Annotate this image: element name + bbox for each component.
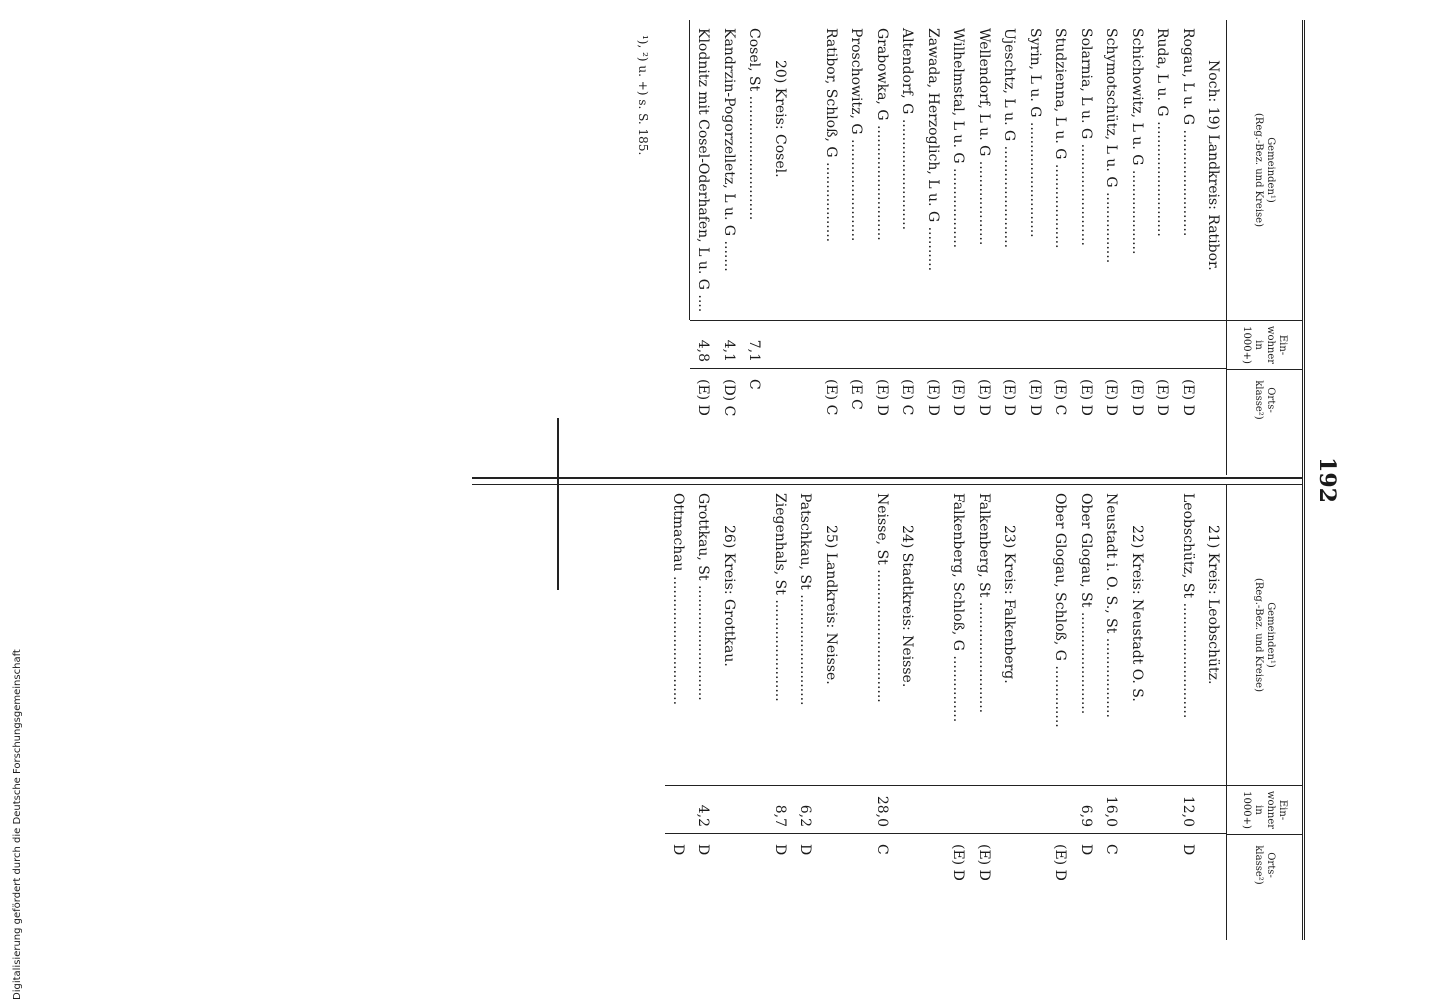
- right-rows: [665, 485, 1226, 940]
- rotated-page: [50, 20, 1340, 940]
- ortsklasse-value: (E) D: [946, 833, 972, 893]
- einwohner-value: 4,1: [716, 320, 742, 368]
- einwohner-value: [1124, 320, 1150, 368]
- table-row: [818, 485, 844, 940]
- table-row: [895, 20, 921, 475]
- table-row: [869, 485, 895, 940]
- gemeinden-table: [669, 20, 1305, 940]
- gemeinde-name: Schichowitz, L u. G ...................: [1128, 28, 1145, 255]
- gemeinde-name: Neustadt i. O. S., St ..................: [1103, 493, 1120, 718]
- einwohner-value: [920, 785, 946, 833]
- ortsklasse-value: (E) D: [920, 368, 946, 428]
- table-row: [1099, 485, 1125, 940]
- table-row: [971, 485, 997, 940]
- einwohner-value: [818, 785, 844, 833]
- header-ortsklasse: Orts- klasse²): [1227, 834, 1302, 895]
- ortsklasse-value: (E C: [844, 368, 870, 428]
- table-row: [946, 20, 972, 475]
- table-row: [869, 20, 895, 475]
- table-row: [920, 20, 946, 475]
- ortsklasse-value: D: [793, 833, 819, 893]
- header-gemeinden: [1227, 20, 1302, 320]
- column-divider: [472, 477, 1302, 485]
- header-gemeinden-label: Gemeinden¹): [1265, 602, 1277, 668]
- ortsklasse-value: [1022, 833, 1048, 893]
- header-einwohner: Ein- wohner in 1000+): [1227, 785, 1302, 834]
- einwohner-value: 4,2: [691, 785, 717, 833]
- table-row: [742, 20, 768, 475]
- einwohner-value: [895, 785, 921, 833]
- ortsklasse-value: (E) C: [818, 368, 844, 428]
- ortsklasse-value: [1150, 833, 1176, 893]
- einwohner-value: 16,0: [1099, 785, 1125, 833]
- table-row: [920, 485, 946, 940]
- gemeinde-name: Studzienna, L u. G ...................: [1052, 28, 1069, 249]
- table-row: [793, 20, 819, 475]
- gemeinde-name: Ziegenhals, St .......................: [771, 493, 788, 702]
- gemeinde-name: Neisse, St ..............................: [873, 493, 890, 703]
- einwohner-value: [1022, 320, 1048, 368]
- einwohner-value: [997, 785, 1023, 833]
- table-row: [716, 485, 742, 940]
- ortsklasse-value: [793, 368, 819, 428]
- table-row: [844, 485, 870, 940]
- gemeinde-name: Kandrzin-Pogorzelletz, L u. G .......: [720, 28, 737, 272]
- table-row: [1150, 20, 1176, 475]
- ortsklasse-value: [1124, 833, 1150, 893]
- ortsklasse-value: (E) D: [971, 833, 997, 893]
- table-row: [1201, 485, 1227, 940]
- header-gemeinden: [1227, 485, 1302, 785]
- table-row: [895, 485, 921, 940]
- header-gemeinden-label: Gemeinden¹): [1265, 137, 1277, 203]
- ortsklasse-value: D: [1175, 833, 1201, 893]
- ortsklasse-value: (E) D: [1022, 368, 1048, 428]
- einwohner-value: [920, 320, 946, 368]
- table-header: [1226, 485, 1302, 940]
- einwohner-value: 12,0: [1175, 785, 1201, 833]
- ortsklasse-value: D: [767, 833, 793, 893]
- einwohner-value: [844, 785, 870, 833]
- gemeinde-name: Klodnitz mit Cosel-Oderhafen, L u. G ....: [695, 28, 712, 313]
- ortsklasse-value: [716, 833, 742, 893]
- table-row: [767, 20, 793, 475]
- gemeinde-name: Falkenberg, Schloß, G ...............: [950, 493, 967, 723]
- einwohner-value: [971, 320, 997, 368]
- table-row: [1124, 20, 1150, 475]
- header-gemeinden-sub: (Reg.-Bez. und Kreise): [1253, 113, 1265, 227]
- footnote: ¹), ²) u. +) s. S. 185.: [636, 35, 650, 156]
- ortsklasse-value: [920, 833, 946, 893]
- header-einwohner: Ein- wohner in 1000+): [1227, 320, 1302, 369]
- table-row: [1022, 20, 1048, 475]
- table-row: [1048, 20, 1074, 475]
- gemeinde-name: Ujeschtz, L u. G .......................: [1001, 28, 1018, 249]
- table-row: [1073, 20, 1099, 475]
- ortsklasse-value: C: [742, 368, 768, 428]
- table-row: [997, 485, 1023, 940]
- dfg-credit: Digitalisierung gefördert durch die Deutsche Forschungsgemeinschaft: [12, 649, 23, 1000]
- ortsklasse-value: (D) C: [716, 368, 742, 428]
- ortsklasse-value: D: [691, 833, 717, 893]
- einwohner-value: [1048, 320, 1074, 368]
- gemeinde-name: Proschowitz, G .......................: [848, 28, 865, 242]
- einwohner-value: [1022, 785, 1048, 833]
- gemeinde-name: Syrin, L u. G ..........................: [1026, 28, 1043, 238]
- einwohner-value: 6,9: [1073, 785, 1099, 833]
- table-row: [997, 20, 1023, 475]
- table-row: [1201, 20, 1227, 475]
- ortsklasse-value: (E) D: [1124, 368, 1150, 428]
- ortsklasse-value: (E) D: [1099, 368, 1125, 428]
- table-row: [742, 485, 768, 940]
- einwohner-value: [1099, 320, 1125, 368]
- section-heading: 23) Kreis: Falkenberg.: [1001, 525, 1018, 684]
- gemeinde-name: Ruda, L u. G ..........................: [1154, 28, 1171, 237]
- table-row: [1150, 485, 1176, 940]
- einwohner-value: 6,2: [793, 785, 819, 833]
- gemeinde-name: Schymotschütz, L u. G ................: [1103, 28, 1120, 264]
- einwohner-value: [742, 785, 768, 833]
- einwohner-value: [793, 320, 819, 368]
- section-heading: 20) Kreis: Cosel.: [771, 60, 788, 178]
- ortsklasse-value: [1201, 368, 1227, 428]
- gemeinde-name: Zawada, Herzoglich, L u. G ..........: [924, 28, 941, 272]
- einwohner-value: [1073, 320, 1099, 368]
- gemeinde-name: Solarnia, L u. G .......................: [1077, 28, 1094, 246]
- ortsklasse-value: [844, 833, 870, 893]
- bottom-rule: [689, 20, 690, 320]
- table-row: [665, 485, 691, 940]
- left-column-table: [691, 20, 1303, 475]
- header-ortsklasse: Orts- klasse²): [1227, 369, 1302, 430]
- einwohner-value: [1150, 785, 1176, 833]
- section-heading: 26) Kreis: Grottkau.: [720, 525, 737, 667]
- einwohner-value: [946, 785, 972, 833]
- ortsklasse-value: D: [1073, 833, 1099, 893]
- table-row: [716, 20, 742, 475]
- gemeinde-name: Ober Glogau, St .......................: [1077, 493, 1094, 715]
- ortsklasse-value: (E) D: [946, 368, 972, 428]
- ortsklasse-value: (E) D: [1073, 368, 1099, 428]
- ortsklasse-value: [997, 833, 1023, 893]
- section-heading: 24) Stadtkreis: Neisse.: [899, 525, 916, 688]
- scan-divider-line: [557, 418, 559, 590]
- right-column-table: [665, 485, 1302, 940]
- gemeinde-name: Cosel, St ............................: [746, 28, 763, 221]
- gemeinde-name: Grabowka, G ..........................: [873, 28, 890, 241]
- ortsklasse-value: (E) D: [971, 368, 997, 428]
- gemeinde-name: Falkenberg, St .........................: [975, 493, 992, 714]
- ortsklasse-value: (E) D: [691, 368, 717, 428]
- table-row: [1099, 20, 1125, 475]
- ortsklasse-value: D: [665, 833, 691, 893]
- gemeinde-name: Wellendorf, L u. G ...................: [975, 28, 992, 246]
- table-row: [1022, 485, 1048, 940]
- ortsklasse-value: [767, 368, 793, 428]
- gemeinde-name: Rogau, L u. G ........................: [1179, 28, 1196, 237]
- einwohner-value: 8,7: [767, 785, 793, 833]
- section-heading: 22) Kreis: Neustadt O. S.: [1128, 525, 1145, 702]
- gemeinde-name: Ober Glogau, Schloß, G ..............: [1052, 493, 1069, 728]
- table-row: [818, 20, 844, 475]
- einwohner-value: 7,1: [742, 320, 768, 368]
- table-row: [971, 20, 997, 475]
- section-heading: Noch: 19) Landkreis: Ratibor.: [1205, 60, 1222, 271]
- einwohner-value: [716, 785, 742, 833]
- einwohner-value: [1175, 320, 1201, 368]
- einwohner-value: [665, 785, 691, 833]
- gemeinde-name: Wilhelmstal, L u. G ..................: [950, 28, 967, 249]
- table-row: [1073, 485, 1099, 940]
- einwohner-value: 4,8: [691, 320, 717, 368]
- ortsklasse-value: [895, 833, 921, 893]
- ortsklasse-value: C: [1099, 833, 1125, 893]
- gemeinde-name: Leobschütz, St ..........................: [1179, 493, 1196, 719]
- gemeinde-name: Ottmachau .............................: [669, 493, 686, 706]
- ortsklasse-value: (E) D: [1048, 833, 1074, 893]
- table-row: [1175, 20, 1201, 475]
- einwohner-value: [1201, 320, 1227, 368]
- table-header: [1226, 20, 1302, 475]
- einwohner-value: [767, 320, 793, 368]
- left-rows: [691, 20, 1227, 475]
- page-number: 192: [1314, 457, 1340, 503]
- table-row: [691, 20, 717, 475]
- table-row: [767, 485, 793, 940]
- table-row: [844, 20, 870, 475]
- section-heading: 21) Kreis: Leobschütz.: [1205, 525, 1222, 685]
- table-row: [1048, 485, 1074, 940]
- einwohner-value: [997, 320, 1023, 368]
- einwohner-value: [1150, 320, 1176, 368]
- ortsklasse-value: [1201, 833, 1227, 893]
- ortsklasse-value: (E) C: [895, 368, 921, 428]
- gemeinde-name: Altendorf, G .........................: [899, 28, 916, 231]
- einwohner-value: [946, 320, 972, 368]
- gemeinde-name: Grottkau, St ..........................: [695, 493, 712, 701]
- ortsklasse-value: (E) C: [1048, 368, 1074, 428]
- section-heading: 25) Landkreis: Neisse.: [822, 525, 839, 685]
- einwohner-value: [844, 320, 870, 368]
- einwohner-value: [1048, 785, 1074, 833]
- table-row: [946, 485, 972, 940]
- einwohner-value: [971, 785, 997, 833]
- gemeinde-name: Patschkau, St .........................: [797, 493, 814, 706]
- header-gemeinden-sub: (Reg.-Bez. und Kreise): [1253, 578, 1265, 692]
- table-row: [1124, 485, 1150, 940]
- einwohner-value: [1201, 785, 1227, 833]
- table-row: [691, 485, 717, 940]
- ortsklasse-value: (E) D: [1175, 368, 1201, 428]
- gemeinde-name: Ratibor, Schloß, G ..................: [822, 28, 839, 243]
- einwohner-value: [1124, 785, 1150, 833]
- table-row: [1175, 485, 1201, 940]
- einwohner-value: [869, 320, 895, 368]
- einwohner-value: 28,0: [869, 785, 895, 833]
- table-row: [793, 485, 819, 940]
- ortsklasse-value: (E) D: [869, 368, 895, 428]
- ortsklasse-value: (E) D: [1150, 368, 1176, 428]
- einwohner-value: [895, 320, 921, 368]
- einwohner-value: [818, 320, 844, 368]
- ortsklasse-value: (E) D: [997, 368, 1023, 428]
- ortsklasse-value: [742, 833, 768, 893]
- ortsklasse-value: [818, 833, 844, 893]
- ortsklasse-value: C: [869, 833, 895, 893]
